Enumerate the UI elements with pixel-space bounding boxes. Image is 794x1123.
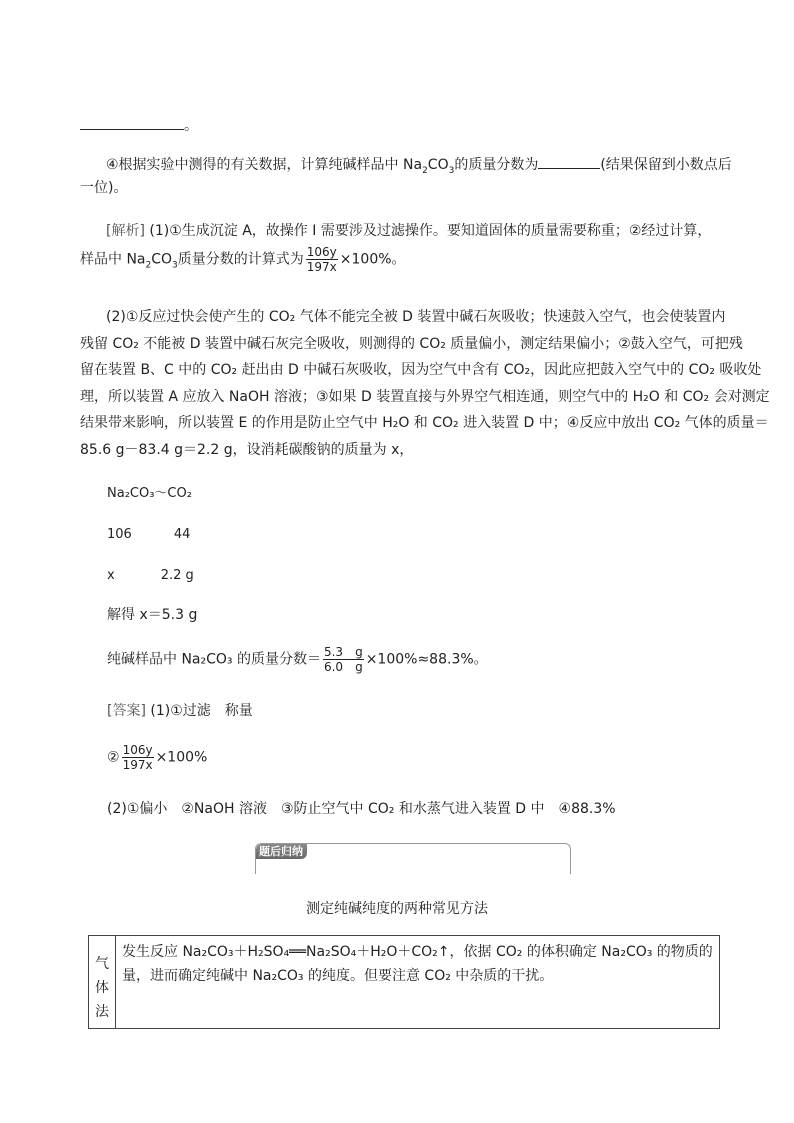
answer-label: [答案] [107, 703, 146, 719]
calc-row-1: 106 44 [107, 527, 191, 542]
purity-line: 纯碱样品中 Na₂CO₃ 的质量分数＝ $\frac{5.3 g}{6.0 g}$ ×100%≈88.3%。 [107, 645, 488, 674]
question-4-line-1: ④根据实验中测得的有关数据，计算纯碱样品中 $Na_2CO_3$的质量分数为 (结果保留到小数点后 [80, 153, 720, 177]
fraction: $\frac{106y}{197x}$ [306, 245, 337, 274]
question-4-line-2: 一位)。 [80, 180, 128, 196]
analysis-part-1 [80, 220, 720, 274]
summary-title: 测定纯碱纯度的两种常见方法 [306, 901, 488, 917]
analysis-line-1: (1)①生成沉淀 A，故操作 I 需要涉及过滤操作。要知道固体的质量需要称重；②经过计算， [149, 223, 712, 239]
analysis-line-2: 样品中 $Na_2CO_3$质量分数的计算式为 $\frac{106y}{197x}$ ×100%。 [80, 245, 406, 274]
analysis-part-2: (2)①反应过快会使产生的 CO₂ 气体不能完全被 D 装置中碱石灰吸收；快速鼓入空气，也会使装置内 残留 CO₂ 不能被 D 装置中碱石灰完全吸收，则测得的 CO₂ 质量偏小，测定结果偏小；②鼓入空气，可把残 留在装置 B、C 中的 CO₂ 赶出由 D 中碱石灰吸收，因为空气中含有 CO₂，因此应把鼓入空气中的 CO₂ 吸收处 理，所以装置 A 应放入 NaOH 溶液；③如果 D 装置直接与外界空气相连通，则空气中的 H₂O 和 CO₂ 会对测定 结果带来影响，所以装置 E 的作用是防止空气中 H₂O 和 CO₂ 进入装置 D 中；④反应中放出 CO₂ 气体的质量＝ 85.6 g－83.4 g＝2.2 g，设消耗碳酸钠的质量为 x， [80, 309, 770, 458]
summary-banner-tag: 题后归纳 [256, 844, 307, 859]
fraction: $\frac{106y}{197x}$ [122, 743, 153, 772]
answer-line-1: [答案] (1)①过滤 称量 [107, 703, 253, 719]
summary-banner [255, 843, 571, 874]
answer-line-2: ② $\frac{106y}{197x}$ ×100% [107, 743, 208, 772]
answer-blank [80, 114, 184, 130]
top-answer-line [80, 114, 720, 138]
analysis-label: [解析] [106, 223, 145, 239]
fraction: $\frac{5.3 g}{6.0 g}$ [323, 645, 363, 674]
table-row-content: 发生反应 Na₂CO₃＋H₂SO₄══Na₂SO₄＋H₂O＋CO₂↑，依据 CO₂ 的体积确定 Na₂CO₃ 的物质的 量，进而确定纯碱中 Na₂CO₃ 的纯度。但要注意 CO₂ 中杂质的干扰。 [116, 936, 720, 1029]
summary-table [88, 935, 720, 1029]
answer-line-3: (2)①偏小 ②NaOH 溶液 ③防止空气中 CO₂ 和水蒸气进入装置 D 中 ④88.3% [107, 801, 616, 817]
top-blank-tail: 。 [184, 118, 198, 134]
table-row-head: 气体法 [89, 936, 116, 1029]
table-row [89, 936, 720, 1029]
chemical-relation: Na₂CO₃～CO₂ [107, 486, 192, 501]
answer-blank [538, 153, 600, 169]
question-4 [80, 153, 732, 200]
solve-line: 解得 x＝5.3 g [107, 607, 198, 623]
calc-row-2: x 2.2 g [107, 568, 194, 583]
